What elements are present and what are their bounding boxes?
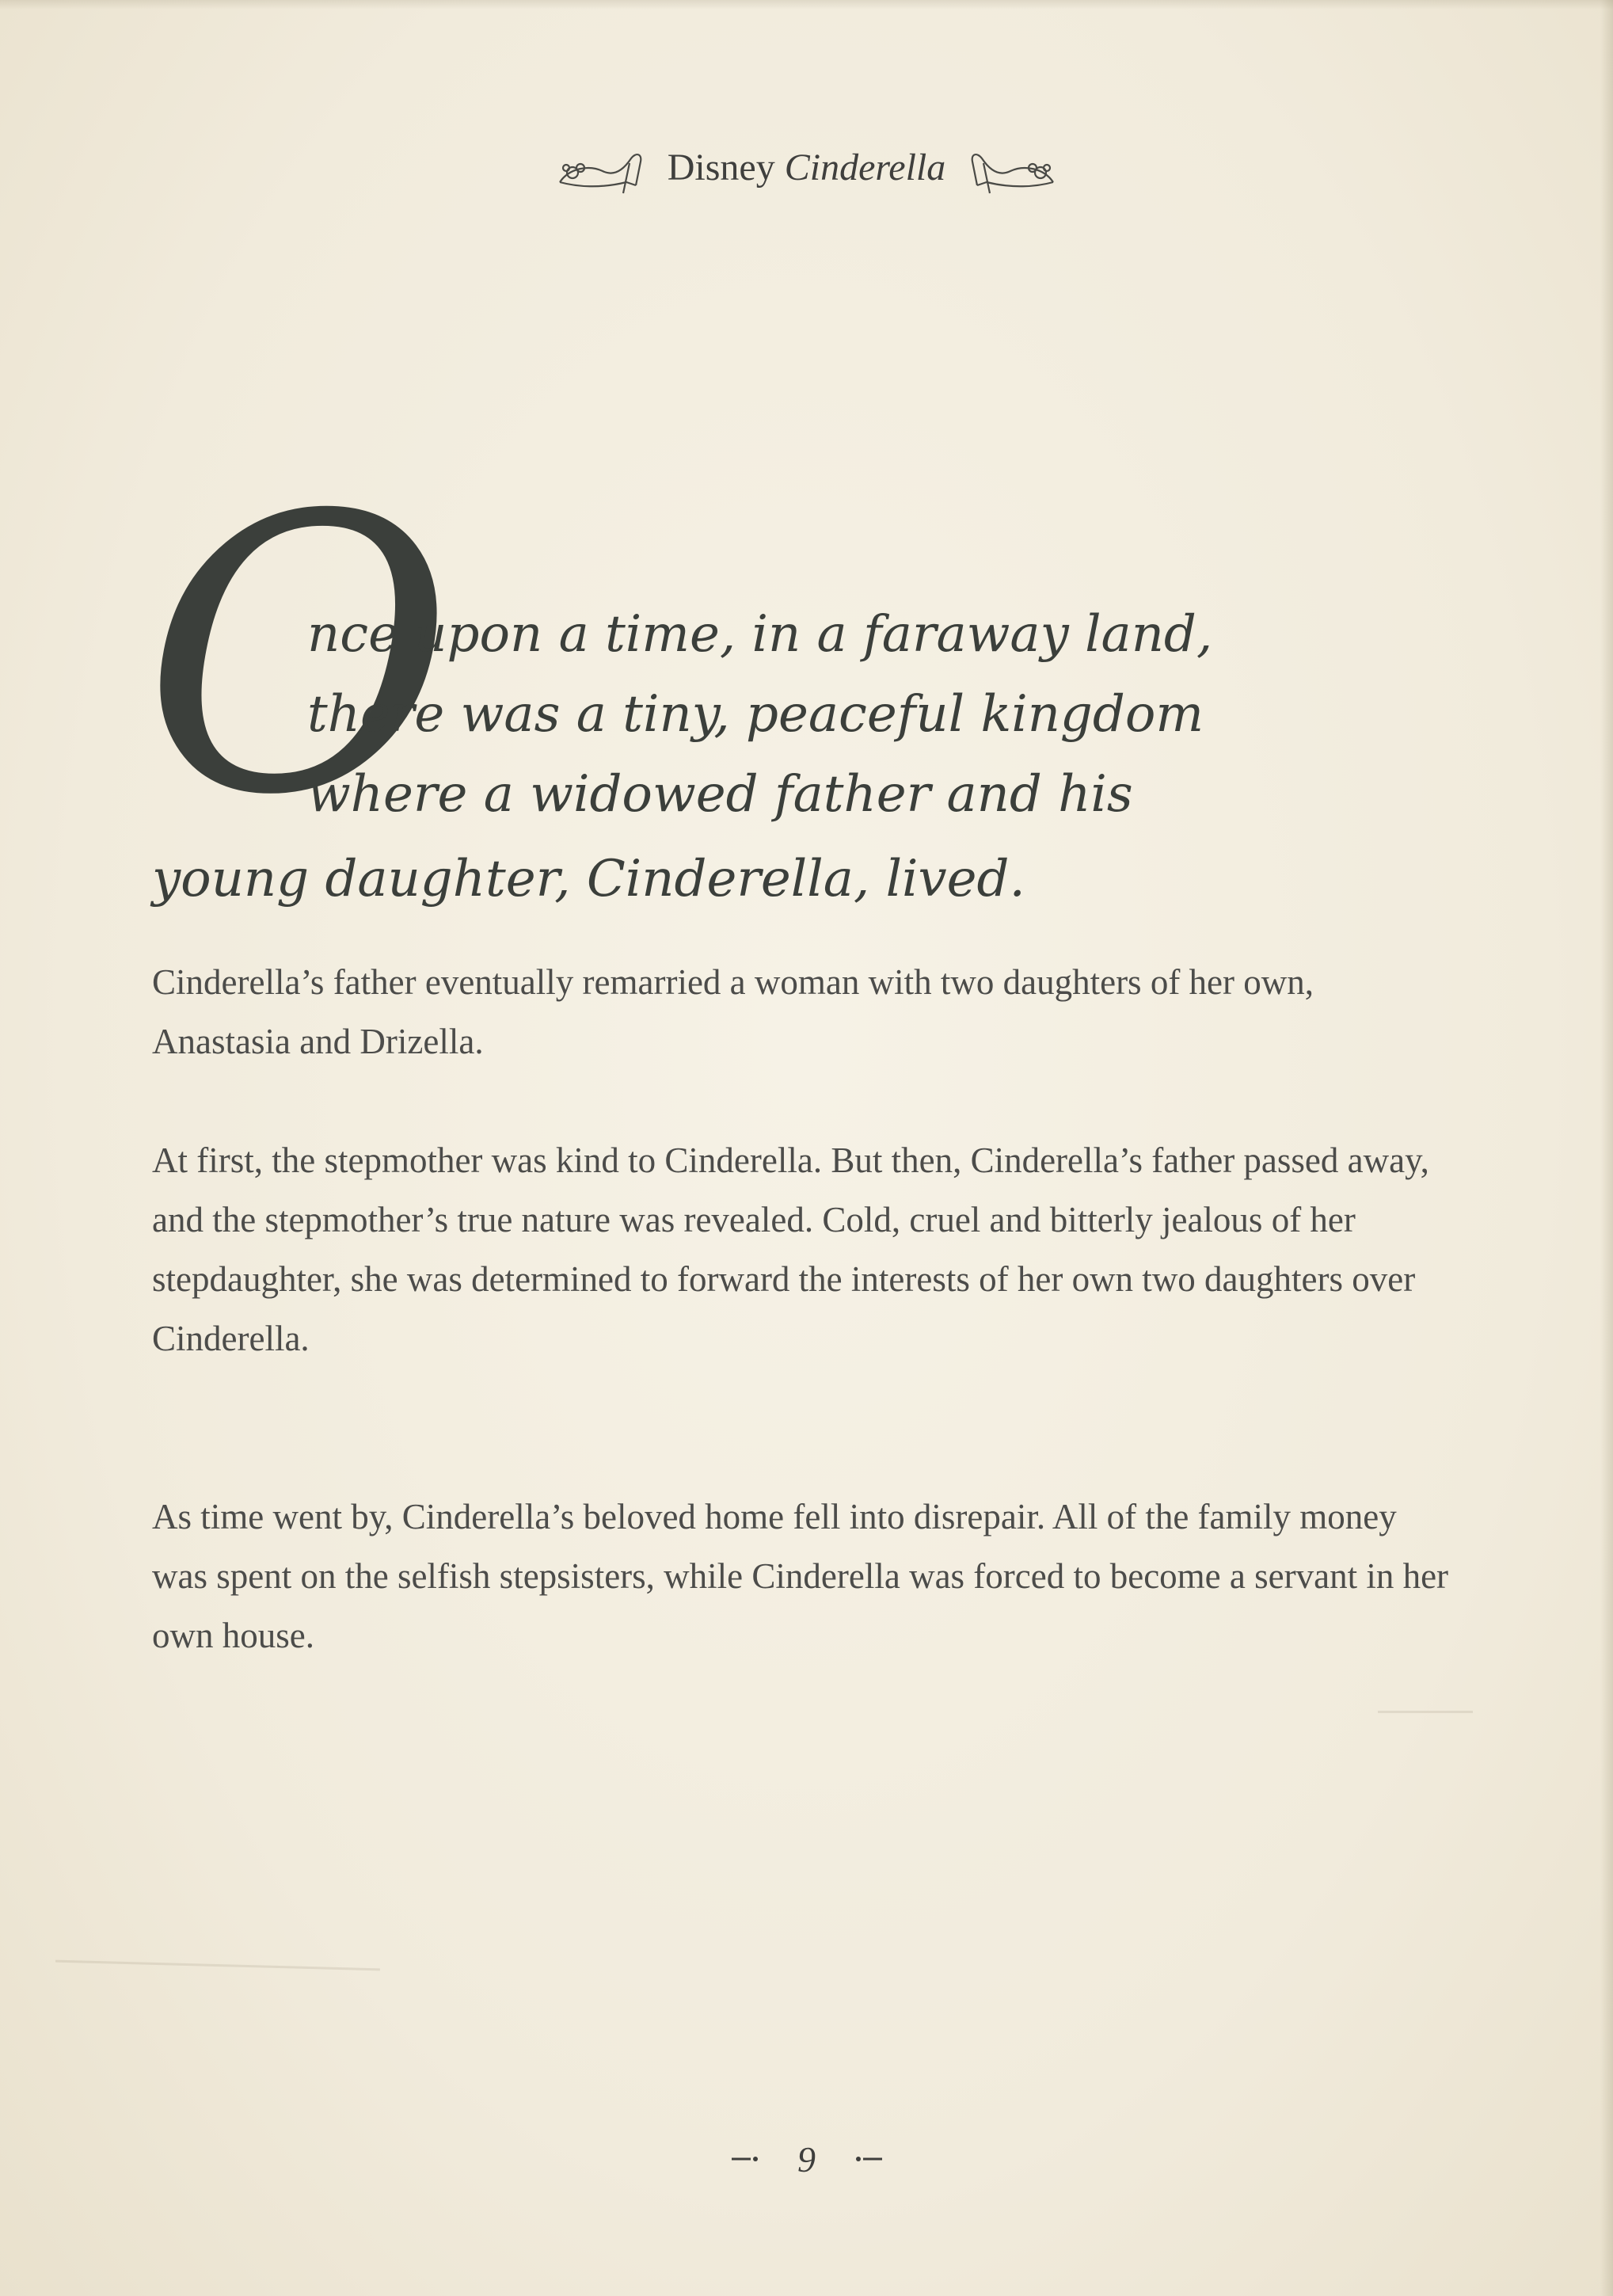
glass-slipper-icon xyxy=(554,136,647,200)
book-title: Cinderella xyxy=(784,146,946,188)
page-number: 9 xyxy=(797,2138,816,2180)
dash-ornament-icon xyxy=(730,2153,759,2165)
drop-cap: O xyxy=(143,436,455,878)
body-paragraph: At first, the stepmother was kind to Cinderella. But then, Cinderella’s father passed away, and the stepmother’s true nature was revealed. Cold, cruel and bitterly jealous of her stepdaughter, she was determined to forward the interests of her own two daughters over Cinderella. xyxy=(152,1140,1429,1358)
paper-mark xyxy=(1378,1711,1473,1713)
page-right-edge xyxy=(1600,0,1613,2296)
page-footer xyxy=(0,2134,1613,2180)
opening-line: nce upon a time, in a faraway land, xyxy=(307,605,1213,664)
series-name: Disney xyxy=(667,146,775,188)
paper-mark xyxy=(55,1960,380,1971)
running-head xyxy=(0,133,1613,200)
body-paragraph: As time went by, Cinderella’s beloved home fell into disrepair. All of the family money was spent on the selfish stepsisters, while Cinderella was forced to become a servant in her own house. xyxy=(152,1497,1449,1655)
running-head-text xyxy=(668,136,946,200)
glass-slipper-icon xyxy=(966,136,1059,200)
page-top-edge xyxy=(0,0,1613,10)
opening-line: where a widowed father and his xyxy=(307,765,1133,824)
opening-line: young daughter, Cinderella, lived. xyxy=(152,850,1025,908)
opening-line: there was a tiny, peaceful kingdom xyxy=(307,685,1204,744)
dash-ornament-icon xyxy=(855,2153,884,2165)
body-paragraph: Cinderella’s father eventually remarried a woman with two daughters of her own, Anastasia and Drizella. xyxy=(152,962,1314,1061)
